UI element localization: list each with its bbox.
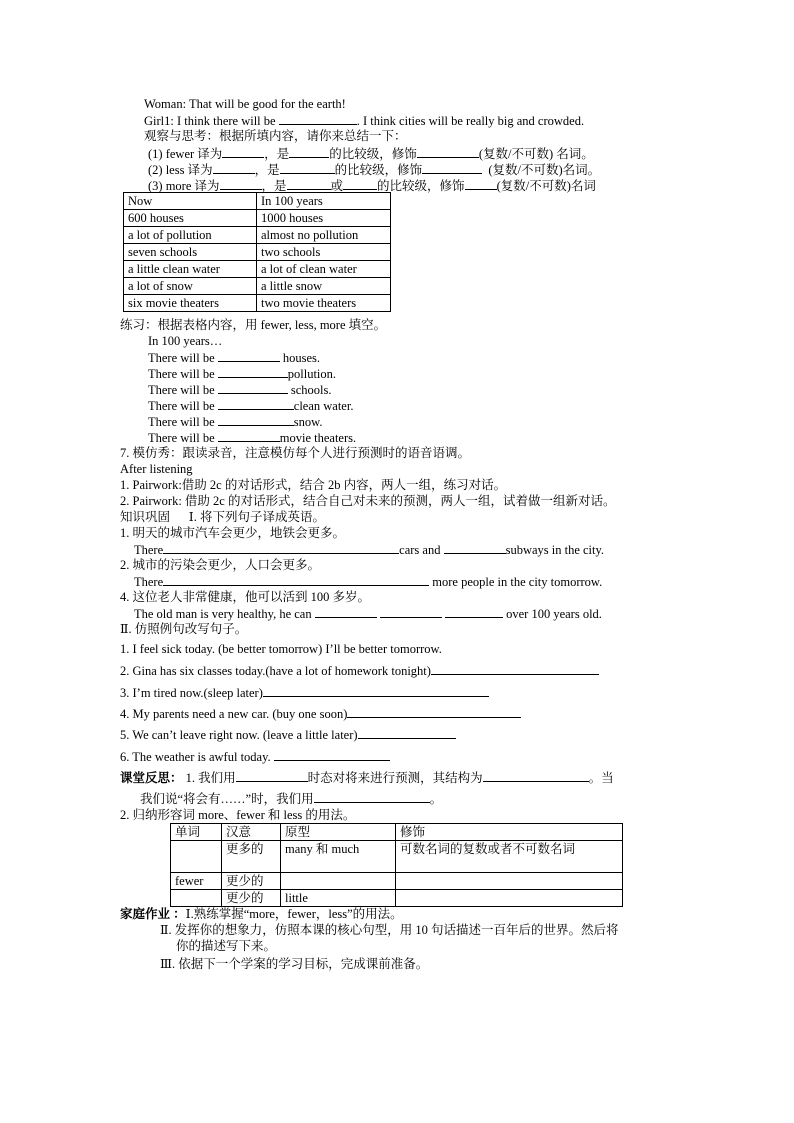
practice-line: There will be pollution. bbox=[148, 367, 337, 381]
blank[interactable] bbox=[280, 162, 335, 174]
observe-q3: (3) more 译为 ，是 或 的比较级，修饰 (复数/不可数)名词 bbox=[148, 179, 596, 193]
table-row: six movie theaters two movie theaters bbox=[124, 295, 391, 312]
translate-4: 4. 这位老人非常健康，他可以活到 100 多岁。 bbox=[120, 590, 371, 604]
blank[interactable] bbox=[422, 162, 482, 174]
blank[interactable] bbox=[314, 791, 430, 803]
answer-blank[interactable] bbox=[263, 685, 489, 697]
table-row: a lot of snow a little snow bbox=[124, 278, 391, 295]
blank[interactable] bbox=[483, 770, 589, 782]
blank[interactable] bbox=[222, 146, 264, 158]
table-header: 单词 bbox=[171, 824, 222, 841]
observe-q2: (2) less 译为 ，是 的比较级，修饰 (复数/不可数)名词。 bbox=[148, 163, 601, 177]
homework-line-2b: 你的描述写下来。 bbox=[176, 939, 277, 953]
blank[interactable] bbox=[444, 542, 506, 554]
table-header: 汉意 bbox=[222, 824, 281, 841]
answer-blank[interactable] bbox=[431, 663, 599, 675]
rewrite-item: 5. We can’t leave right now. (leave a little later) bbox=[120, 727, 456, 743]
practice-line: There will be movie theaters. bbox=[148, 431, 357, 445]
homework-line-1: 家庭作业 ：Ⅰ.熟练掌握“more，fewer，less”的用法。 bbox=[120, 907, 403, 921]
blank[interactable] bbox=[218, 430, 280, 442]
translate-1-answer: There cars and subways in the city. bbox=[134, 543, 605, 557]
after-listening-heading: After listening bbox=[120, 462, 193, 476]
girl1-line: Girl1: I think there will be . I think cities will be really big and crowded. bbox=[144, 114, 585, 128]
answer-blank[interactable] bbox=[347, 706, 521, 718]
woman-line: Woman: That will be good for the earth! bbox=[144, 97, 346, 111]
reflection-line-2: 我们说“将会有……”时，我们用 。 bbox=[140, 792, 443, 806]
usage-table bbox=[170, 823, 623, 907]
pairwork-1: 1. Pairwork:借助 2c 的对话形式，结合 2b 内容，两人一组，练习对话。 bbox=[120, 478, 507, 492]
rewrite-item: 6. The weather is awful today. bbox=[120, 749, 390, 765]
table-header: In 100 years bbox=[257, 193, 391, 210]
translate-4-answer: The old man is very healthy, he can over 100 years old. bbox=[134, 607, 602, 621]
practice-line: There will be snow. bbox=[148, 415, 323, 429]
homework-line-2: Ⅱ. 发挥你的想象力，仿照本课的核心句型，用 10 句话描述一百年后的世界。然后将 bbox=[160, 923, 619, 937]
blank[interactable] bbox=[218, 350, 280, 362]
blank[interactable] bbox=[236, 770, 308, 782]
blank[interactable] bbox=[220, 178, 262, 190]
blank[interactable] bbox=[218, 414, 294, 426]
blank[interactable] bbox=[279, 113, 357, 125]
blank[interactable] bbox=[218, 398, 294, 410]
imitate-line: 7. 模仿秀：跟读录音，注意模仿每个人进行预测时的语音语调。 bbox=[120, 446, 471, 460]
table-row: a lot of pollution almost no pollution bbox=[124, 227, 391, 244]
knowledge-heading: 知识巩固 Ⅰ. 将下列句子译成英语。 bbox=[120, 510, 325, 524]
rewrite-heading: Ⅱ. 仿照例句改写句子。 bbox=[120, 622, 248, 636]
blank[interactable] bbox=[213, 162, 255, 174]
pairwork-2: 2. Pairwork: 借助 2c 的对话形式，结合自己对未来的预测，两人一组，试着做一组新对话。 bbox=[120, 494, 616, 508]
blank[interactable] bbox=[343, 178, 377, 190]
practice-line: There will be schools. bbox=[148, 383, 332, 397]
blank[interactable] bbox=[315, 606, 377, 618]
observe-heading: 观察与思考：根据所填内容，请你来总结一下： bbox=[144, 129, 407, 143]
table-header: 修饰 bbox=[396, 824, 623, 841]
blank[interactable] bbox=[289, 146, 329, 158]
table-row: seven schools two schools bbox=[124, 244, 391, 261]
translate-2: 2. 城市的污染会更少，人口会更多。 bbox=[120, 558, 321, 572]
blank[interactable] bbox=[218, 382, 288, 394]
practice-intro: In 100 years… bbox=[148, 334, 223, 348]
table-header: Now bbox=[124, 193, 257, 210]
rewrite-example: 1. I feel sick today. (be better tomorrow) I’ll be better tomorrow. bbox=[120, 642, 442, 656]
rewrite-item: 4. My parents need a new car. (buy one soon) bbox=[120, 706, 521, 722]
reflection-line-1: 课堂反思： 1. 我们用 时态对将来进行预测，其结构为 。当 bbox=[120, 771, 614, 785]
blank[interactable] bbox=[163, 574, 429, 586]
practice-heading: 练习：根据表格内容，用 fewer, less, more 填空。 bbox=[120, 318, 387, 332]
blank[interactable] bbox=[417, 146, 479, 158]
reflection-line-3: 2. 归纳形容词 more、fewer 和 less 的用法。 bbox=[120, 808, 356, 822]
practice-line: There will be clean water. bbox=[148, 399, 354, 413]
blank[interactable] bbox=[163, 542, 399, 554]
blank[interactable] bbox=[218, 366, 288, 378]
answer-blank[interactable] bbox=[358, 727, 456, 739]
comparison-table bbox=[123, 192, 391, 312]
translate-2-answer: There more people in the city tomorrow. bbox=[134, 575, 603, 589]
answer-blank[interactable] bbox=[274, 749, 390, 761]
table-row: a little clean water a lot of clean water bbox=[124, 261, 391, 278]
rewrite-item: 3. I’m tired now.(sleep later) bbox=[120, 685, 489, 701]
blank[interactable] bbox=[465, 178, 497, 190]
practice-line: There will be houses. bbox=[148, 351, 321, 365]
blank[interactable] bbox=[287, 178, 331, 190]
translate-1: 1. 明天的城市汽车会更少，地铁会更多。 bbox=[120, 526, 346, 540]
blank[interactable] bbox=[380, 606, 442, 618]
rewrite-item: 2. Gina has six classes today.(have a lot of homework tonight) bbox=[120, 663, 599, 679]
table-row: 更少的 little bbox=[171, 890, 623, 907]
table-row: 更多的 many 和 much 可数名词的复数或者不可数名词 bbox=[171, 841, 623, 873]
table-row: 600 houses 1000 houses bbox=[124, 210, 391, 227]
homework-line-3: Ⅲ. 依据下一个学案的学习目标，完成课前准备。 bbox=[160, 957, 429, 971]
table-header: 原型 bbox=[281, 824, 396, 841]
table-row: fewer 更少的 bbox=[171, 873, 623, 890]
blank[interactable] bbox=[445, 606, 503, 618]
observe-q1: (1) fewer 译为 ，是 的比较级，修饰 (复数/不可数) 名词。 bbox=[148, 147, 594, 161]
